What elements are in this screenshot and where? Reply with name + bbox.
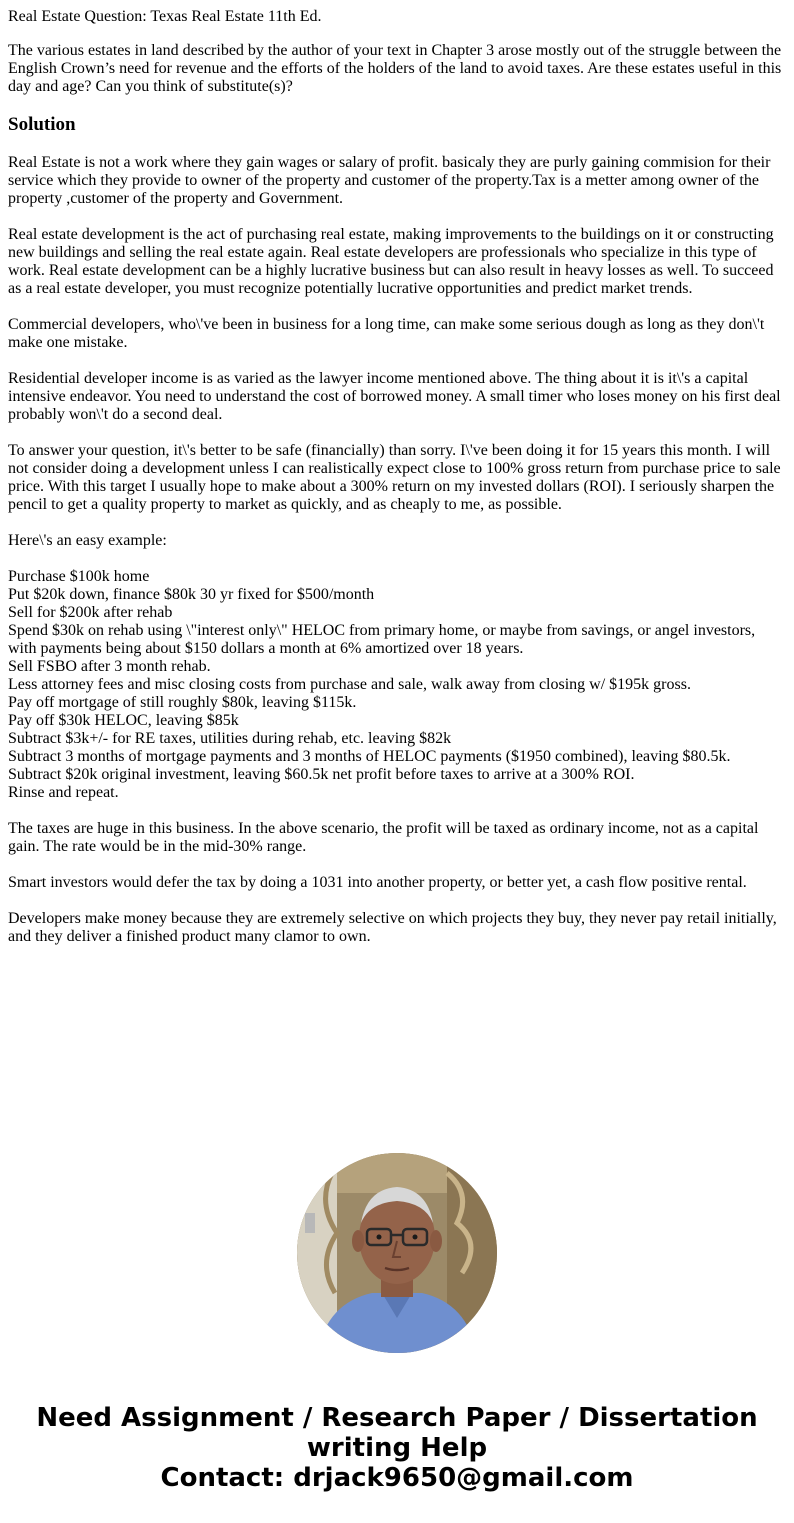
banner-line-2: writing Help — [306, 1433, 488, 1463]
answer-paragraph-commercial: Commercial developers, who\'ve been in business for a long time, can make some serious dough as long as they don\'t make one mistake. — [8, 316, 765, 351]
example-line: Pay off $30k HELOC, leaving $85k — [8, 712, 239, 729]
example-line: Spend $30k on rehab using \"interest only\" HELOC from primary home, or maybe from savings, or angel investors, with payments being about $150 dollars a month at 6% amortized over 18 years. — [8, 622, 756, 657]
example-line: Put $20k down, finance $80k 30 yr fixed for $500/month — [8, 586, 375, 603]
example-line: Less attorney fees and misc closing costs from purchase and sale, walk away from closing w/ $195k gross. — [8, 676, 691, 693]
example-line: Rinse and repeat. — [8, 784, 119, 801]
example-line: Purchase $100k home — [8, 568, 150, 585]
banner-line-1: Need Assignment / Research Paper / Dissertation — [36, 1403, 758, 1433]
question-body: The various estates in land described by the author of your text in Chapter 3 arose mostly out of the struggle between the English Crown’s need for revenue and the efforts of the holders of the land to avoid taxes. Are these estates useful in this day and age? Can you think of substitute(s)? — [8, 42, 782, 95]
example-line: Sell FSBO after 3 month rehab. — [8, 658, 211, 675]
answer-paragraph-residential: Residential developer income is as varied as the lawyer income mentioned above. The thing about it is it\'s a capital intensive endeavor. You need to understand the cost of borrowed money. A small timer who loses money on his first deal probably won\'t do a second deal. — [8, 370, 781, 423]
question-title: Real Estate Question: Texas Real Estate 11th Ed. — [8, 8, 322, 25]
answer-paragraph-target: To answer your question, it\'s better to be safe (financially) than sorry. I\'ve been doing it for 15 years this month. I will not consider doing a development unless I can realistically expect close to 100% gross return from purchase price to sale price. With this target I usually hope to make about a 300% return on my invested dollars (ROI). I seriously sharpen the pencil to get a quality property to market as quickly, and as cheaply to me, as possible. — [8, 442, 781, 513]
document-content — [8, 0, 786, 946]
example-line: Pay off mortgage of still roughly $80k, leaving $115k. — [8, 694, 357, 711]
author-avatar — [297, 1153, 497, 1353]
solution-paragraph-1: Real Estate is not a work where they gain wages or salary of profit. basicaly they are purly gaining commision for their service which they provide to owner of the property and customer of the property.Tax is a metter among owner of the property ,customer of the property and Government. — [8, 154, 771, 207]
example-line: Sell for $200k after rehab — [8, 604, 173, 621]
example-line: Subtract $3k+/- for RE taxes, utilities during rehab, etc. leaving $82k — [8, 730, 452, 747]
solution-heading: Solution — [8, 114, 76, 135]
answer-paragraph-conclusion: Developers make money because they are extremely selective on which projects they buy, they never pay retail initially, and they deliver a finished product many clamor to own. — [8, 910, 777, 945]
author-portrait-image — [297, 1153, 497, 1353]
solution-paragraph-2: Real estate development is the act of purchasing real estate, making improvements to the buildings on it or constructing new buildings and selling the real estate again. Real estate developers are professionals who specialize in this type of work. Real estate development can be a highly lucrative business but can also result in heavy losses as well. To succeed as a real estate developer, you must recognize potentially lucrative opportunities and predict market trends. — [8, 226, 774, 297]
contact-banner — [0, 1403, 794, 1493]
example-intro: Here\'s an easy example: — [8, 532, 167, 549]
answer-paragraph-taxes: The taxes are huge in this business. In the above scenario, the profit will be taxed as ordinary income, not as a capital gain. The rate would be in the mid-30% range. — [8, 820, 759, 855]
answer-block — [8, 316, 786, 946]
example-line: Subtract 3 months of mortgage payments and 3 months of HELOC payments ($1950 combined), leaving $80.5k. — [8, 748, 731, 765]
banner-contact-email: Contact: drjack9650@gmail.com — [160, 1463, 634, 1493]
example-line: Subtract $20k original investment, leaving $60.5k net profit before taxes to arrive at a 300% ROI. — [8, 766, 635, 783]
answer-paragraph-1031: Smart investors would defer the tax by doing a 1031 into another property, or better yet, a cash flow positive rental. — [8, 874, 747, 891]
